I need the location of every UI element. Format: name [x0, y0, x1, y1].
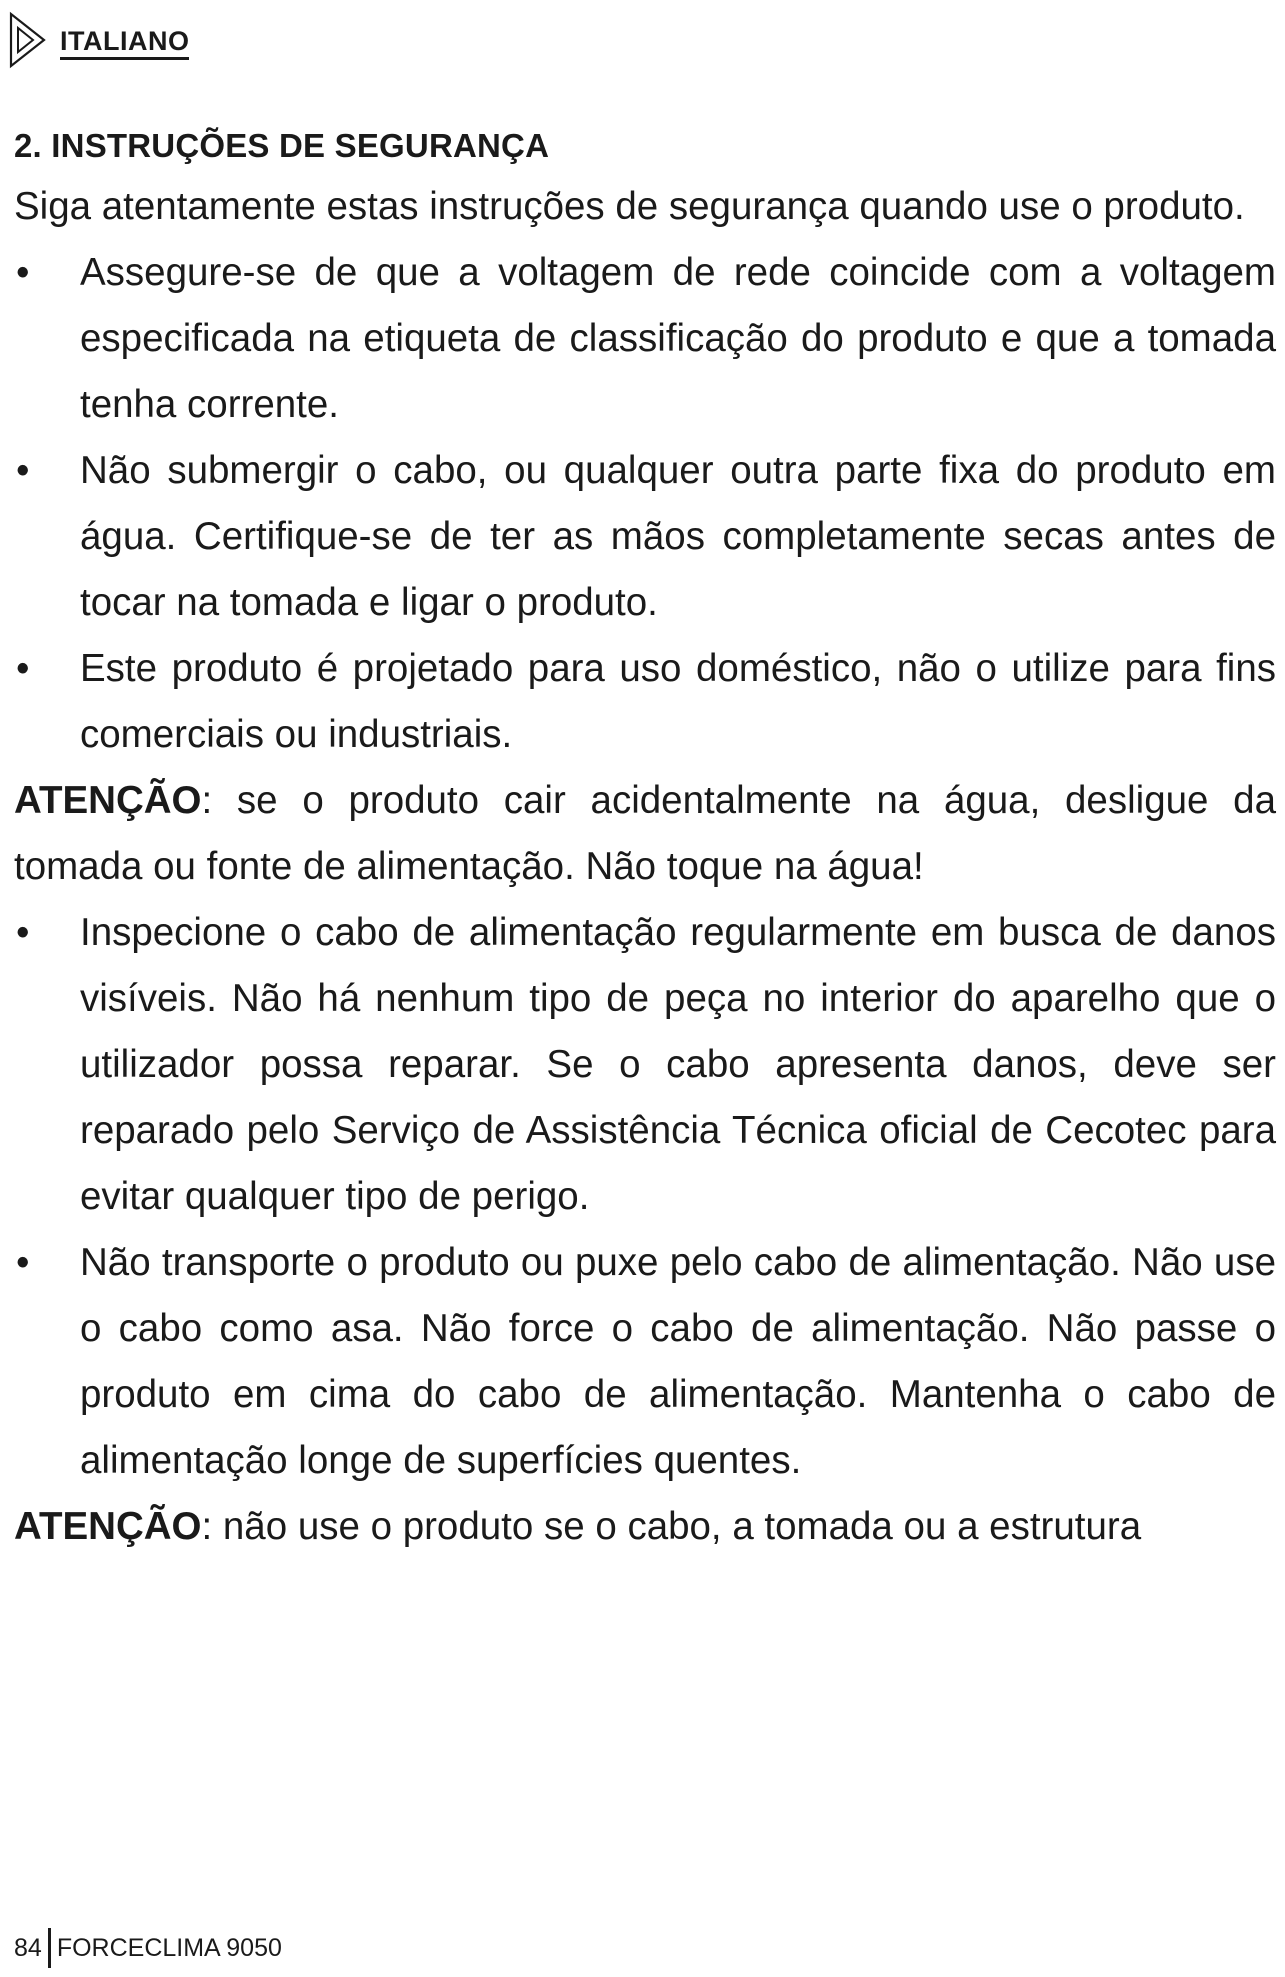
list-item: [14, 438, 1276, 636]
play-arrow-outline-icon: [8, 11, 48, 69]
attention-note: [14, 768, 1276, 900]
list-item-text: Assegure-se de que a voltagem de rede coincide com a voltagem especificada na etiqueta de classificação do produto e que a tomada tenha corrente.: [80, 251, 1276, 426]
list-item-text: Não submergir o cabo, ou qualquer outra parte fixa do produto em água. Certifique-se de ter as mãos completamente secas antes de tocar na tomada e ligar o produto.: [80, 449, 1276, 624]
list-item-text: Inspecione o cabo de alimentação regularmente em busca de danos visíveis. Não há nenhum tipo de peça no interior do aparelho que o utilizador possa reparar. Se o cabo apresenta danos, deve ser reparado pelo Serviço de Assistência Técnica oficial de Cecotec para evitar qualquer tipo de perigo.: [80, 911, 1276, 1218]
attention-text: : não use o produto se o cabo, a tomada ou a estrutura: [201, 1505, 1142, 1548]
page-number: 84: [14, 1934, 42, 1962]
attention-label: ATENÇÃO: [14, 779, 202, 822]
list-item-text: Este produto é projetado para uso doméstico, não o utilize para fins comerciais ou industriais.: [80, 647, 1276, 756]
product-name: FORCECLIMA 9050: [56, 1934, 282, 1962]
safety-instructions-section: [14, 118, 1276, 1560]
bullet-icon: •: [16, 449, 30, 492]
language-label: ITALIANO: [60, 26, 189, 60]
attention-label: ATENÇÃO: [14, 1505, 202, 1548]
list-item: [14, 636, 1276, 768]
bullet-icon: •: [16, 647, 30, 690]
page-footer: [14, 1928, 282, 1968]
attention-note: [14, 1494, 1276, 1560]
section-title: 2. INSTRUÇÕES DE SEGURANÇA: [14, 127, 550, 164]
page-header: [8, 10, 189, 70]
list-item-text: Não transporte o produto ou puxe pelo cabo de alimentação. Não use o cabo como asa. Não force o cabo de alimentação. Não passe o produto em cima do cabo de alimentação. Mantenha o cabo de alimentação longe de superfícies quentes.: [80, 1241, 1276, 1482]
attention-text: : se o produto cair acidentalmente na água, desligue da tomada ou fonte de alimentação. Não toque na água!: [14, 779, 1276, 888]
list-item: [14, 1230, 1276, 1494]
footer-divider: [48, 1928, 51, 1968]
intro-paragraph: Siga atentamente estas instruções de segurança quando use o produto.: [14, 185, 1245, 228]
bullet-icon: •: [16, 251, 30, 294]
list-item: [14, 900, 1276, 1230]
bullet-icon: •: [16, 911, 30, 954]
list-item: [14, 240, 1276, 438]
bullet-icon: •: [16, 1241, 30, 1284]
